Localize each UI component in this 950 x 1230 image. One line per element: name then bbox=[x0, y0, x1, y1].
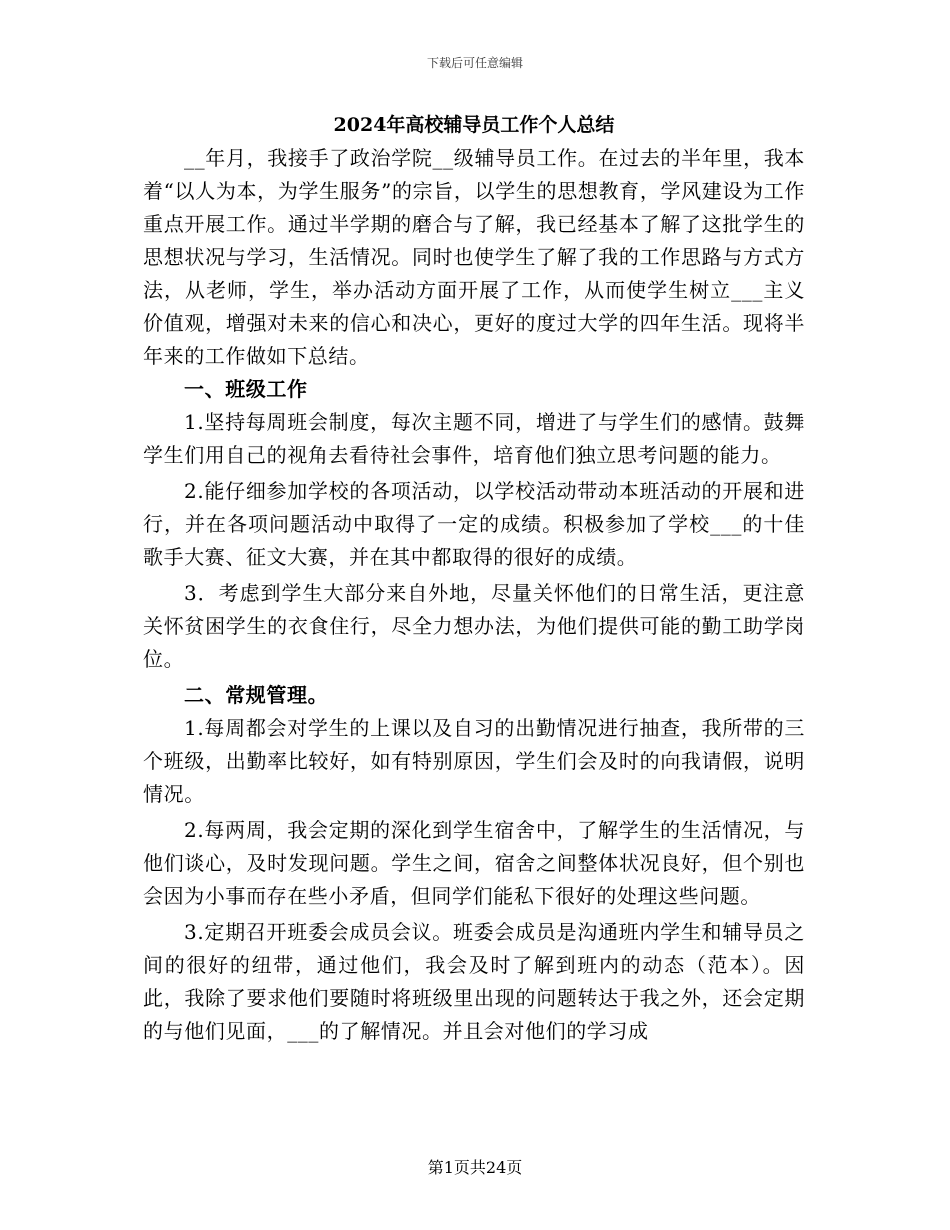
header-note: 下载后可任意编辑 bbox=[426, 56, 523, 70]
section2-item-2: 2.每两周，我会定期的深化到学生宿舍中，了解学生的生活情况，与他们谈心，及时发现问题。学生之间，宿舍之间整体状况良好，但个别也会因为小事而存在些小矛盾，但同学们能私下很好的处理这些问题。 bbox=[143, 818, 805, 908]
section-heading-routine-management: 二、常规管理。 bbox=[184, 683, 329, 707]
intro-paragraph: __年月，我接手了政治学院__级辅导员工作。在过去的半年里，我本着“以人为本，为学生服务”的宗旨，以学生的思想教育，学风建设为工作重点开展工作。通过半学期的磨合与了解，我已经基本了解了这批学生的思想状况与学习，生活情况。同时也使学生了解了我的工作思路与方式方法，从老师，学生，举办活动方面开展了工作，从而使学生树立___主义价值观，增强对未来的信心和决心，更好的度过大学的四年生活。现将半年来的工作做如下总结。 bbox=[143, 146, 805, 368]
section1-item-1: 1.坚持每周班会制度，每次主题不同，增进了与学生们的感情。鼓舞学生们用自己的视角去看待社会事件，培育他们独立思考问题的能力。 bbox=[143, 410, 805, 467]
page-number-footer: 第1页共24页 bbox=[427, 1158, 523, 1177]
section2-item-1: 1.每周都会对学生的上课以及自习的出勤情况进行抽查，我所带的三个班级，出勤率比较好，如有特别原因，学生们会及时的向我请假，说明情况。 bbox=[143, 716, 805, 806]
document-title: 2024年高校辅导员工作个人总结 bbox=[333, 114, 615, 136]
section2-item-3: 3.定期召开班委会成员会议。班委会成员是沟通班内学生和辅导员之间的很好的纽带，通过他们，我会及时了解到班内的动态（范本）。因此，我除了要求他们要随时将班级里出现的问题转达于我之外，还会定期的与他们见面，___的了解情况。并且会对他们的学习成 bbox=[143, 920, 805, 1043]
section-heading-class-work: 一、班级工作 bbox=[184, 377, 308, 401]
section1-item-2: 2.能仔细参加学校的各项活动，以学校活动带动本班活动的开展和进行，并在各项问题活动中取得了一定的成绩。积极参加了学校___的十佳歌手大赛、征文大赛，并在其中都取得的很好的成绩。 bbox=[143, 479, 805, 569]
document-body bbox=[143, 108, 805, 1048]
section1-item-3: 3．考虑到学生大部分来自外地，尽量关怀他们的日常生活，更注意关怀贫困学生的衣食住行，尽全力想办法，为他们提供可能的勤工助学岗位。 bbox=[143, 581, 805, 671]
